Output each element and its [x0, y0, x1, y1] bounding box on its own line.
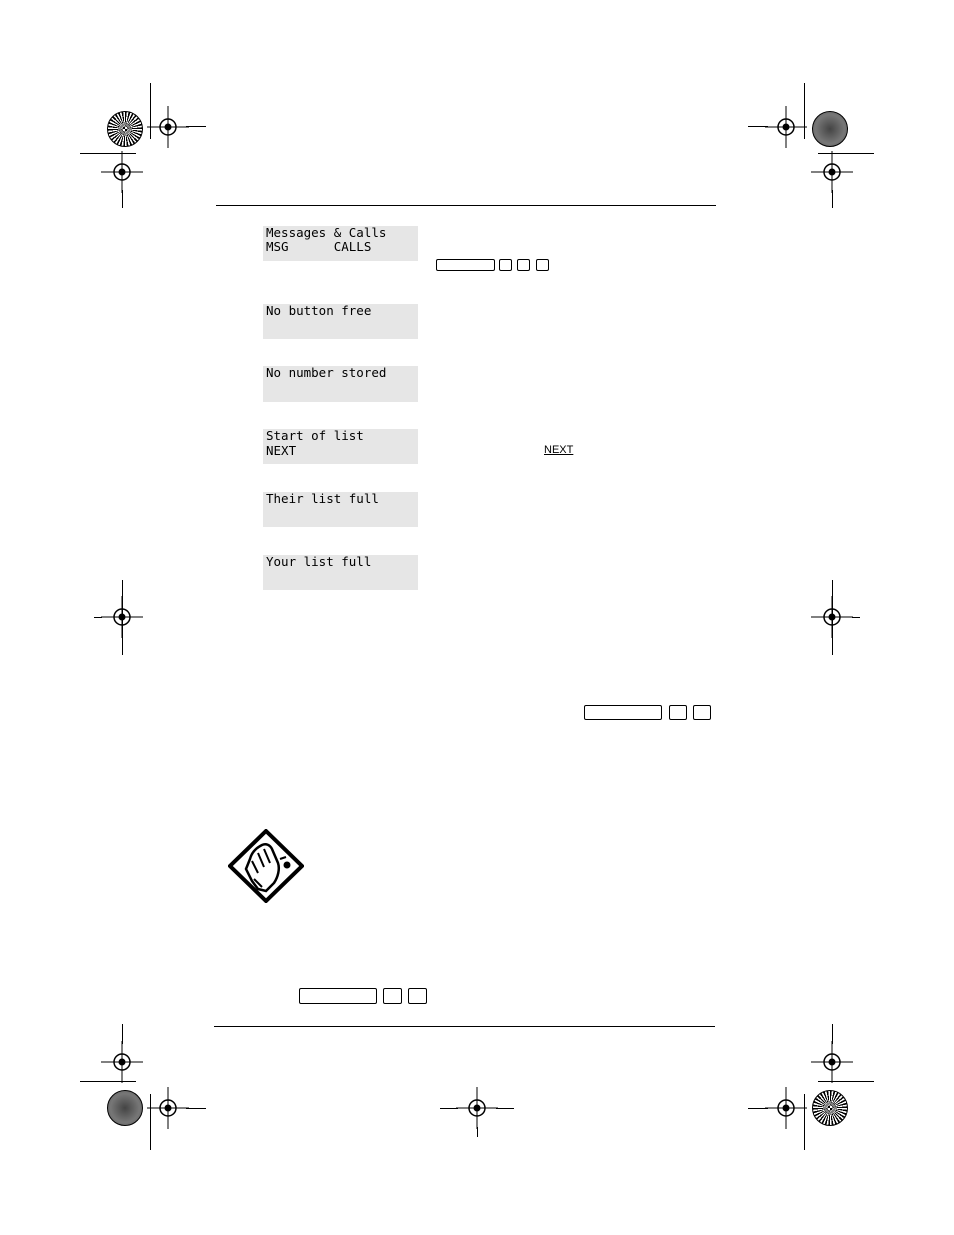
registration-mark-icon	[765, 106, 807, 148]
display-messages-calls	[263, 226, 418, 261]
color-wheel-icon	[107, 1090, 143, 1126]
display-no-number-stored	[263, 366, 418, 402]
registration-mark-icon	[101, 596, 143, 638]
display-no-button-free	[263, 304, 418, 339]
crop-line	[94, 617, 102, 618]
display-line-1: Messages & Calls	[266, 225, 387, 240]
display-line-1: Start of list	[266, 428, 364, 443]
crop-line	[748, 1108, 768, 1109]
registration-mark-icon	[147, 1087, 189, 1129]
display-line-1: Your list full	[266, 554, 372, 569]
registration-mark-icon	[811, 1041, 853, 1083]
crop-line	[832, 190, 833, 208]
crop-line	[818, 1081, 874, 1082]
next-softkey[interactable]: NEXT	[544, 444, 574, 456]
dial-key[interactable]	[536, 259, 549, 271]
registration-mark-icon	[101, 151, 143, 193]
crop-line	[496, 1108, 514, 1109]
footer-rule	[214, 1026, 715, 1027]
display-line-1: No number stored	[266, 365, 387, 380]
display-line-2: NEXT	[266, 443, 297, 458]
header-rule	[216, 205, 716, 206]
registration-mark-icon	[101, 1041, 143, 1083]
color-wheel-icon	[812, 1090, 848, 1126]
dial-key[interactable]	[669, 705, 687, 720]
color-wheel-icon	[107, 111, 143, 147]
crop-line	[440, 1108, 458, 1109]
crop-line	[80, 1081, 136, 1082]
feature-key[interactable]	[299, 988, 377, 1004]
tip-hand-diamond-icon	[228, 829, 304, 903]
crop-line	[186, 1108, 206, 1109]
display-line-1: Their list full	[266, 491, 379, 506]
registration-mark-icon	[811, 596, 853, 638]
display-start-of-list	[263, 429, 418, 464]
registration-mark-icon	[147, 106, 189, 148]
display-line-1: No button free	[266, 303, 372, 318]
display-their-list-full	[263, 492, 418, 527]
crop-line	[748, 126, 768, 127]
display-your-list-full	[263, 555, 418, 590]
crop-line	[477, 1127, 478, 1137]
dial-key[interactable]	[408, 988, 427, 1004]
dial-key[interactable]	[517, 259, 530, 271]
registration-mark-icon	[765, 1087, 807, 1129]
dial-key[interactable]	[693, 705, 711, 720]
feature-key[interactable]	[436, 259, 495, 271]
crop-line	[852, 617, 860, 618]
crop-line	[122, 190, 123, 208]
display-line-2: MSG CALLS	[266, 239, 372, 254]
registration-mark-icon	[456, 1087, 498, 1129]
crop-line	[186, 126, 206, 127]
feature-key[interactable]	[584, 705, 662, 720]
registration-mark-icon	[811, 151, 853, 193]
dial-key[interactable]	[499, 259, 512, 271]
dial-key[interactable]	[383, 988, 402, 1004]
color-wheel-icon	[812, 111, 848, 147]
